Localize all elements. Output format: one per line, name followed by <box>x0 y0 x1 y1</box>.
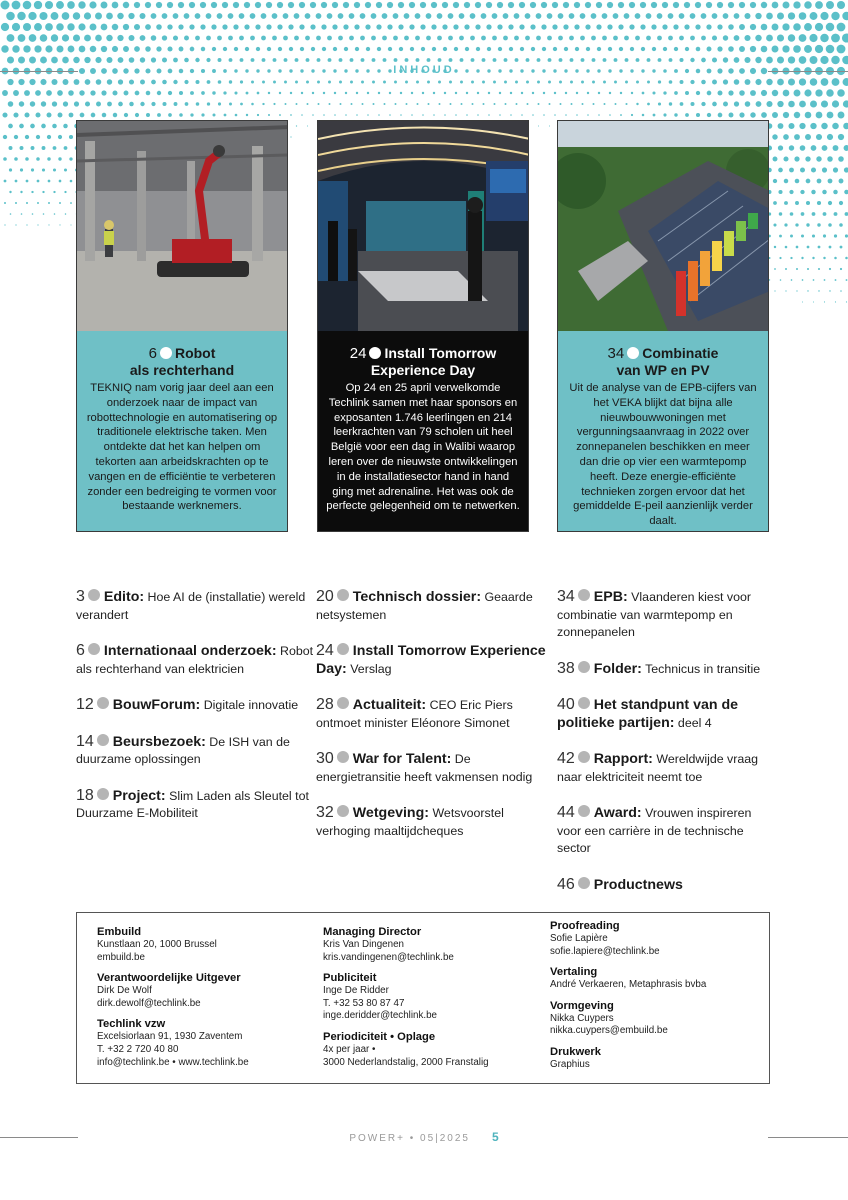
colophon-line: Kris Van Dingenen <box>323 939 404 950</box>
toc-subtitle: Hoe AI de (installatie) wereld verandert <box>76 590 306 622</box>
colophon-column-3 <box>550 919 760 1079</box>
toc-subtitle: Wereldwijde vraag naar elektriciteit neemt toe <box>557 752 759 784</box>
toc-item[interactable] <box>76 642 316 678</box>
toc-page-number: 34 <box>557 588 575 605</box>
toc-page-number: 18 <box>76 786 94 804</box>
colophon-line: Inge De Ridder <box>323 985 389 997</box>
bullet-dot-icon <box>160 347 172 359</box>
bullet-dot-icon <box>97 734 109 746</box>
colophon-block <box>97 971 307 1010</box>
toc-page-number: 20 <box>316 588 334 605</box>
toc-title: Wetgeving: <box>352 805 429 821</box>
bullet-dot-icon <box>337 589 349 601</box>
toc-subtitle: Geaarde netsystemen <box>316 590 533 622</box>
toc-subtitle: Robot als rechterhand van elektricien <box>76 644 314 676</box>
toc-item[interactable] <box>557 696 777 732</box>
toc-page-number: 44 <box>557 804 575 821</box>
bullet-dot-icon <box>578 877 590 889</box>
colophon-line: Nikka Cuypers <box>550 1012 614 1024</box>
toc-title: Actualiteit: <box>352 697 427 713</box>
bullet-dot-icon <box>337 751 349 763</box>
toc-subtitle: Vlaanderen kiest voor combinatie van warmtepomp en zonnepanelen <box>557 590 752 639</box>
feature-card-robot[interactable] <box>76 120 288 532</box>
toc-page-number: 6 <box>76 642 85 659</box>
colophon-line[interactable]: info@techlink.be • www.techlink.be <box>97 1056 249 1068</box>
colophon-heading: Periodiciteit • Oplage <box>323 1030 436 1043</box>
bullet-dot-icon <box>337 697 349 709</box>
colophon-block <box>550 965 760 992</box>
toc-title: Internationaal onderzoek: <box>103 643 277 659</box>
colophon-column-1 <box>97 925 307 1076</box>
colophon-line: André Verkaeren, Metaphrasis bvba <box>550 979 707 991</box>
colophon-heading: Drukwerk <box>550 1045 601 1058</box>
toc-column-3 <box>557 588 777 912</box>
toc-subtitle: deel 4 <box>677 715 712 730</box>
bullet-dot-icon <box>88 643 100 655</box>
colophon-line: Sofie Lapière <box>550 933 608 944</box>
feature-description: TEKNIQ nam vorig jaar deel aan een onderzoek naar de impact van robottechnologie en automatisering op traditionele elektrische taken. Men ontdekte dat het kan helpen om tekorten aan arbeidskrachten op te vangen en de efficiëntie te verbeteren zonder een bedreiging te vormen voor bestaande werknemers. <box>86 382 278 513</box>
colophon-heading: Vormgeving <box>550 999 614 1012</box>
solar-roof-photo <box>558 121 768 331</box>
colophon-heading: Embuild <box>97 926 142 938</box>
toc-item[interactable] <box>557 750 777 786</box>
toc-item[interactable] <box>316 642 556 678</box>
toc-subtitle: De ISH van de duurzame oplossingen <box>76 734 290 766</box>
feature-title: 34 Combinatie van WP en PV <box>607 345 719 378</box>
toc-subtitle: De energietransitie heeft vakmensen nodig <box>316 752 533 784</box>
colophon-line[interactable]: kris.vandingenen@techlink.be <box>323 951 454 963</box>
toc-page-number: 30 <box>316 750 334 767</box>
event-photo <box>318 121 528 331</box>
colophon-block <box>550 999 760 1038</box>
colophon-block <box>97 1017 307 1069</box>
toc-subtitle: Technicus in transitie <box>645 661 761 676</box>
bullet-dot-icon <box>578 661 590 673</box>
toc-item[interactable] <box>557 876 777 895</box>
colophon-line: Dirk De Wolf <box>97 985 152 997</box>
toc-page-number: 24 <box>316 642 334 659</box>
colophon-block <box>550 1045 760 1072</box>
colophon-line[interactable]: sofie.lapiere@techlink.be <box>550 945 660 957</box>
section-header: INHOUD <box>393 64 455 76</box>
colophon-line: T. +32 53 80 87 47 <box>323 997 405 1009</box>
page-footer <box>0 1130 848 1144</box>
colophon-line: Graphius <box>550 1058 590 1070</box>
colophon-block <box>323 971 533 1023</box>
toc-page-number: 14 <box>76 732 94 750</box>
feature-description: Uit de analyse van de EPB-cijfers van het VEKA blijkt dat bijna alle nieuwbouwwoningen met vergunningsaanvraag in 2022 over zonnepanelen beschikken en meer dan drie op vier een warmtepomp heeft. Deze energie-efficiënte technieken zorgen ervoor dat het gemiddelde E-peil aanzienlijk verder daalt. <box>569 382 757 528</box>
toc-title: BouwForum: <box>112 697 201 713</box>
colophon-line: T. +32 2 720 40 80 <box>97 1043 179 1055</box>
colophon-heading: Techlink vzw <box>97 1018 166 1031</box>
feature-page-number: 24 <box>349 345 367 362</box>
toc-title: Install Tomorrow Experience Day: <box>316 643 546 677</box>
toc-item[interactable] <box>557 588 777 642</box>
colophon-block <box>97 925 307 964</box>
toc-item[interactable] <box>316 588 556 624</box>
colophon-line: Kunstlaan 20, 1000 Brussel <box>97 939 217 950</box>
toc-title: Beursbezoek: <box>112 733 206 750</box>
bullet-dot-icon <box>337 643 349 655</box>
feature-title: 6 Robot als rechterhand <box>129 345 235 378</box>
bullet-dot-icon <box>578 751 590 763</box>
bullet-dot-icon <box>337 805 349 817</box>
colophon-heading: Managing Director <box>323 926 422 938</box>
toc-title: War for Talent: <box>352 751 452 767</box>
colophon-block <box>323 1030 533 1069</box>
colophon-heading: Proofreading <box>550 920 620 932</box>
toc-title: Het standpunt van de politieke partijen: <box>557 697 739 731</box>
bullet-dot-icon <box>627 347 639 359</box>
toc-item[interactable] <box>316 750 556 786</box>
bullet-dot-icon <box>578 805 590 817</box>
toc-item[interactable] <box>76 588 316 624</box>
toc-title: Award: <box>593 805 642 821</box>
magazine-issue: POWER+ • 05|2025 <box>349 1133 470 1144</box>
toc-item[interactable] <box>76 733 316 769</box>
feature-page-number: 34 <box>607 345 625 362</box>
toc-item[interactable] <box>316 804 556 840</box>
toc-item[interactable] <box>557 660 777 679</box>
bullet-dot-icon <box>88 589 100 601</box>
feature-page-number: 6 <box>148 345 157 362</box>
toc-page-number: 38 <box>557 659 575 677</box>
toc-subtitle: Slim Laden als Sleutel tot Duurzame E-Mobiliteit <box>76 788 309 820</box>
feature-description: Op 24 en 25 april verwelkomde Techlink samen met haar sponsors en exposanten 1.746 leerlingen en 214 leerkrachten van 79 scholen uit heel België voor een dag in Walibi waarop leren over de nieuwste ontwikkelingen in de installatiesector hand in hand ging met adrenaline. Het was ook de perfecte gelegenheid om te netwerken. <box>326 382 520 513</box>
toc-item[interactable] <box>557 804 777 858</box>
toc-item[interactable] <box>76 787 316 823</box>
colophon-heading: Verantwoordelijke Uitgever <box>97 972 241 985</box>
toc-subtitle: Verslag <box>350 661 392 676</box>
toc-page-number: 32 <box>316 804 334 821</box>
toc-subtitle: Wetsvoorstel verhoging maaltijdcheques <box>316 806 504 838</box>
toc-title: Productnews <box>593 876 683 893</box>
colophon-box <box>76 912 770 1084</box>
feature-card-wp-pv[interactable] <box>557 120 769 532</box>
colophon-column-2 <box>323 925 533 1076</box>
toc-subtitle: CEO Eric Piers ontmoet minister Eléonore Simonet <box>316 698 513 730</box>
robot-photo <box>77 121 287 331</box>
page-number: 5 <box>491 1130 499 1144</box>
toc-page-number: 3 <box>76 588 85 605</box>
feature-card-install-tomorrow[interactable] <box>317 120 529 532</box>
toc-page-number: 46 <box>557 875 575 893</box>
bullet-dot-icon <box>369 347 381 359</box>
colophon-line: 3000 Nederlandstalig, 2000 Franstalig <box>323 1056 489 1068</box>
colophon-line[interactable]: nikka.cuypers@embuild.be <box>550 1025 668 1037</box>
toc-item[interactable] <box>316 696 556 732</box>
colophon-line: Excelsiorlaan 91, 1930 Zaventem <box>97 1031 243 1043</box>
colophon-line: embuild.be <box>97 951 145 963</box>
toc-title: Project: <box>112 787 166 804</box>
toc-page-number: 40 <box>557 696 575 713</box>
toc-page-number: 28 <box>316 696 334 713</box>
colophon-heading: Publiciteit <box>323 972 377 985</box>
colophon-line[interactable]: inge.deridder@techlink.be <box>323 1010 437 1022</box>
toc-title: Rapport: <box>593 751 653 767</box>
toc-page-number: 42 <box>557 750 575 767</box>
bullet-dot-icon <box>578 589 590 601</box>
colophon-heading: Vertaling <box>550 966 598 979</box>
bullet-dot-icon <box>97 788 109 800</box>
toc-item[interactable] <box>76 696 316 715</box>
toc-page-number: 12 <box>76 696 94 713</box>
bullet-dot-icon <box>578 697 590 709</box>
toc-column-2 <box>316 588 556 858</box>
colophon-line: 4x per jaar • <box>323 1043 376 1055</box>
toc-subtitle: Digitale innovatie <box>203 698 299 712</box>
colophon-line[interactable]: dirk.dewolf@techlink.be <box>97 997 201 1009</box>
toc-subtitle: Vrouwen inspireren voor een carrière in de technische sector <box>557 806 752 855</box>
toc-title: Edito: <box>103 589 145 605</box>
bullet-dot-icon <box>97 697 109 709</box>
toc-title: EPB: <box>593 589 628 605</box>
colophon-block <box>550 919 760 958</box>
toc-title: Folder: <box>593 660 642 677</box>
feature-title: 24 Install Tomorrow Experience Day <box>349 345 497 378</box>
colophon-block <box>323 925 533 964</box>
toc-title: Technisch dossier: <box>352 589 482 605</box>
toc-column-1 <box>76 588 316 841</box>
